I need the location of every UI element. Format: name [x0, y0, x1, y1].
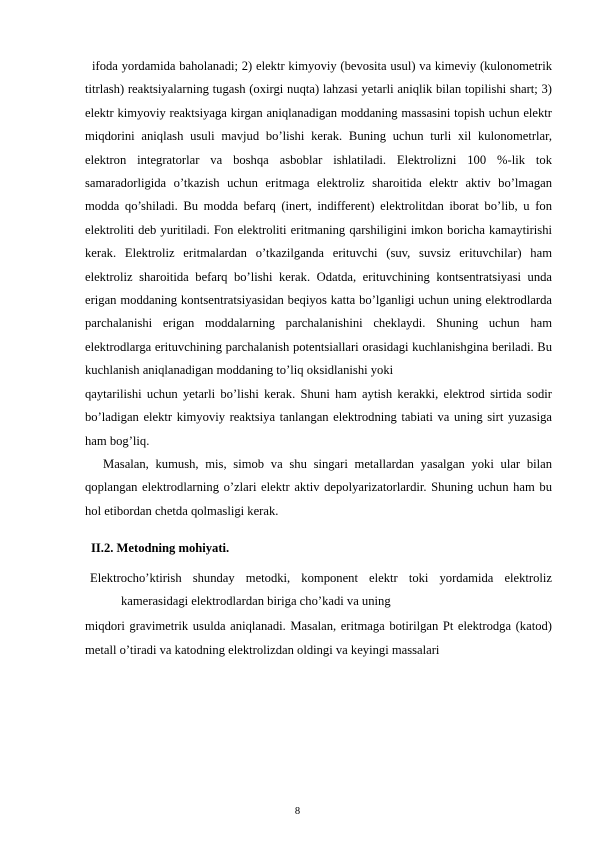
paragraph-3: Masalan, kumush, mis, simob va shu singari metallardan yasalgan yoki ular bilan qoplangan elektrodlarning o’zlari elektr aktiv depolyarizatorlardir. Shuning uchun ham bu hol etibordan chetda qolmasligi kerak. [85, 456, 552, 518]
page-number: 8 [294, 806, 301, 817]
paragraph-1: ifoda yordamida baholanadi; 2) elektr kimyoviy (bevosita usul) va kimeviy (kulonometrik titrlash) reaktsiyalarning tugash (oxirgi nuqta) lahzasi yetarli aniqlik bilan topilishi shart; 3) elektr kimyoviy reaktsiyaga kirgan aniqlanadigan moddaning massasini topish uchun elektr miqdorini aniqlash usuli mavjud bo’lishi kerak. Buning uchun turli xil kulonometrlar, elektron integratorlar va boshqa asboblar ishlatiladi. Elektrolizni 100 %-lik tok samaradorligida o’tkazish uchun eritmaga elektroliz sharoitida elektr aktiv bo’lmagan modda qo’shiladi. Bu modda befarq (inert, indifferent) elektrolitdan iborat bo’lib, u fon elektroliti deb yuritiladi. Fon elektroliti eritmaning qarshiligini imkon boricha kamaytirishi kerak. Elektroliz eritmalardan o’tkazilganda erituvchi (suv, suvsiz erituvchilar) ham elektroliz sharoitida befarq bo’lishi kerak. Odatda, erituvchining kontsentratsiyasi unda erigan moddaning kontsentratsiyasidan beqiyos katta bo’lganligi uchun uning elektrodlarda parchalanishi erigan moddalarning parchalanishini cheklaydi. Shuning uchun ham elektrodlarga erituvchining parchalanish potentsiallari orasidagi kuchlanishgina beriladi. Bu kuchlanish aniqlanadigan moddaning to’liq oksidlanishi yoki [85, 59, 552, 378]
paragraph-4: Elektrocho’ktirish shunday metodki, komponent elektr toki yordamida elektroliz kamerasidagi elektrodlardan biriga cho’kadi va uning [90, 570, 552, 608]
section-heading: II.2. Metodning mohiyati. [91, 541, 230, 556]
paragraph-5: miqdori gravimetrik usulda aniqlanadi. Masalan, eritmaga botirilgan Pt elektrodga (katod) metall o’tiradi va katodning elektrolizdan oldingi va keyingi massalari [85, 619, 552, 657]
paragraph-2: qaytarilishi uchun yetarli bo’lishi kerak. Shuni ham aytish kerakki, elektrod sirtida sodir bo’ladigan elektr kimyoviy reaktsiya tanlangan elektrodning tabiati va uning sirt yuzasiga ham bog’liq. [85, 386, 552, 448]
document-body [85, 55, 552, 662]
